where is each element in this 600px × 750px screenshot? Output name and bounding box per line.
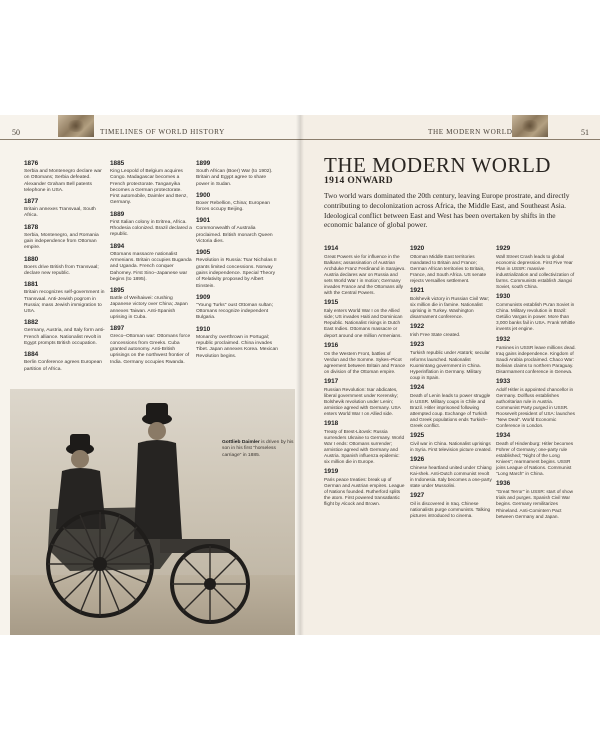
entry-text: Death of Lenin leads to power struggle in USSR. Military coups in Chile and Brazil. Hitler imprisoned following attempted coup. Exchange of Turkish and Greek populations ends Turkish–Greek conflict.	[410, 392, 491, 428]
timeline-entry	[496, 432, 578, 477]
entry-year: 1926	[410, 456, 425, 464]
header-photo-thumbnail	[58, 115, 94, 137]
timeline-entry	[110, 211, 192, 239]
entry-text: Civil war in China. Nationalist uprisings in Syria. First television picture created.	[410, 440, 492, 453]
timeline-entry	[410, 341, 492, 380]
timeline-entry	[496, 480, 578, 519]
timeline-column-2	[410, 245, 492, 522]
timeline-entry	[324, 245, 406, 296]
timeline-column-1	[24, 160, 106, 377]
timeline-entry	[110, 325, 192, 365]
entry-year: 1909	[196, 293, 211, 301]
entry-year: 1917	[324, 377, 339, 385]
chapter-title: THE MODERN WORLD	[324, 153, 551, 177]
chapter-intro: Two world wars dominated the 20th century, leaving Europe prostrate, and directly contributing to decolonization across Africa, the Middle East, and Southeast Asia. Ideological conflict between East and West has been overtaken by shifts in the economic balance of global power.	[324, 191, 570, 230]
timeline-entry	[24, 281, 106, 315]
entry-year: 1927	[410, 492, 425, 500]
entry-text: Greco–Ottoman war: Ottomans force concessions from Greeks. Cuba granted autonomy. Anti-British uprisings on the northwest frontier of India. Germany occupies Rwanda.	[110, 334, 191, 365]
photo-caption	[222, 440, 294, 459]
entry-text: Russian Revolution: tsar abdicates, liberal government under Kerensky; Bolshevik revolution under Lenin; armistice agreed with Germany. USA enters World War I on Allied side.	[324, 386, 401, 416]
entry-year: 1900	[196, 191, 211, 199]
timeline-entry	[110, 287, 192, 321]
timeline-entry	[324, 342, 406, 375]
chapter-subtitle: 1914 ONWARD	[324, 176, 394, 186]
entry-text: Germany, Austria, and Italy form anti-French alliance. Nationalist revolt in Egypt prompts British occupation.	[24, 328, 105, 347]
entry-year: 1929	[496, 245, 511, 252]
timeline-entry	[196, 326, 278, 360]
entry-year: 1932	[496, 335, 511, 343]
timeline-entry	[410, 432, 492, 453]
timeline-entry	[496, 378, 578, 429]
timeline-entry	[24, 198, 106, 220]
entry-text: Oil is discovered in Iraq. Chinese nationalists purge communists. Talking pictures introduced to cinema.	[410, 501, 491, 519]
timeline-entry	[410, 456, 492, 489]
timeline-entry	[196, 249, 278, 289]
timeline-entry	[410, 245, 492, 284]
left-running-title: TIMELINES OF WORLD HISTORY	[100, 128, 225, 136]
timeline-entry	[196, 217, 278, 245]
entry-text: Turkish republic under Atatürk; secular reforms launched. Nationalist Kuomintang government in China. Hyperinflation in Germany. Military coup in Spain.	[410, 350, 490, 380]
timeline-column-1	[324, 245, 406, 511]
entry-text: Italy enters World War I on the Allied side; US invades Haiti and Dominican Republic. Nationalist risings in Dutch East Indies. Ottomans massacre or deport around one million Armenians.	[324, 308, 403, 338]
header-rule	[300, 139, 600, 140]
entry-year: 1933	[496, 377, 511, 385]
right-page	[300, 115, 600, 635]
entry-year: 1901	[196, 217, 211, 225]
timeline-entry	[496, 245, 578, 290]
entry-year: 1882	[24, 319, 39, 327]
entry-text: Commonwealth of Australia proclaimed. British monarch Queen Victoria dies.	[196, 226, 273, 245]
entry-year: 1923	[410, 341, 425, 349]
header-rule	[0, 139, 300, 140]
entry-text: "Young Turks" oust Ottoman sultan; Ottomans recognize independent Bulgaria.	[196, 302, 273, 321]
timeline-entry	[324, 420, 406, 465]
entry-year: 1905	[196, 249, 211, 257]
entry-text: Communists establish Pu'an Soviet in China. Military revolution in Brazil: Getúlio Vargas in power. More than 3,000 banks fail in USA. Frank Whittle invents jet engine.	[496, 302, 575, 332]
entry-text: Adolf Hitler is appointed chancellor in Germany. Dollfuss establishes authoritarian rule in Austria. Communist Party purged in USSR. Roosevelt president of USA: launches "New Deal". World Economic Conference in London.	[496, 386, 575, 429]
entry-text: Battle of Weihaiwei: crushing Japanese victory over China; Japan annexes Taiwan. Anti-Spanish uprising in Cuba.	[110, 296, 188, 321]
left-page-number: 50	[12, 128, 20, 137]
entry-text: "Great Terror" in USSR: start of show trials and purges. Spanish Civil War begins. Germany remilitarizes Rhineland. Anti-Comintern Pact between Germany and Japan.	[496, 489, 573, 519]
timeline-entry	[110, 160, 192, 207]
page-gutter	[296, 115, 304, 635]
timeline-entry	[496, 293, 578, 332]
entry-text: Ottomans massacre nationalist Armenians. Britain occupies Buganda and Uganda. French conquer Dahomey. First Sino–Japanese war begins (to 1895).	[110, 251, 192, 282]
entry-year: 1922	[410, 323, 425, 331]
header-photo-thumbnail	[512, 115, 548, 137]
timeline-entry	[324, 378, 406, 417]
entry-year: 1880	[24, 255, 39, 263]
right-page-number: 51	[581, 128, 589, 137]
carriage-illustration	[10, 389, 295, 635]
entry-text: Berlin Conference agrees European partition of Africa.	[24, 360, 103, 372]
timeline-entry	[324, 299, 406, 338]
entry-year: 1897	[110, 325, 125, 333]
entry-text: Irish Free State created.	[410, 332, 461, 338]
timeline-entry	[496, 336, 578, 375]
entry-text: Ottoman Middle East territories mandated to Britain and France; German African territories to Britain, France, and South Africa. US senate rejects Versailles settlement.	[410, 254, 487, 284]
entry-text: Boxer Rebellion, China; European forces occupy Beijing.	[196, 200, 270, 213]
entry-text: Chinese heartland united under Chiang Kai-shek. Anti-Dutch communist revolt in Indonesia. Italy becomes a one-party state under Mussolini.	[410, 465, 492, 489]
entry-text: Boers drive British from Transvaal; declare new republic.	[24, 264, 99, 276]
timeline-column-3	[496, 245, 578, 523]
timeline-entry	[24, 319, 106, 347]
timeline-entry	[24, 351, 106, 373]
entry-text: Bolshevik victory in Russian Civil War; six million die in famine. Nationalist uprising in Turkey. Washington disarmament conference.	[410, 296, 490, 320]
entry-text: Serbia and Montenegro declare war on Ottomans; Serbia defeated. Alexander Graham Bell patents telephone in USA.	[24, 169, 102, 193]
timeline-entry	[196, 192, 278, 214]
left-page-header	[0, 115, 300, 141]
entry-year: 1894	[110, 242, 125, 250]
entry-text: First Italian colony in Eritrea, Africa. Rhodesia colonized. Brazil declared a republic.	[110, 219, 192, 238]
entry-year: 1884	[24, 351, 39, 359]
entry-year: 1936	[496, 480, 511, 488]
timeline-entry	[24, 224, 106, 252]
entry-year: 1916	[324, 341, 339, 349]
entry-year: 1876	[24, 160, 39, 167]
timeline-entry	[324, 468, 406, 507]
entry-text: Famines in USSR leave millions dead. Iraq gains independence. Kingdom of Saudi Arabia proclaimed. Chaco War: Bolivian claims to northern Paraguay. Disarmament conference in Geneva.	[496, 344, 576, 374]
entry-year: 1889	[110, 210, 125, 218]
timeline-entry	[24, 256, 106, 278]
entry-text: Britain annexes Transvaal, South Africa.	[24, 207, 96, 219]
timeline-entry	[410, 323, 492, 338]
daimler-carriage-photo	[10, 389, 295, 635]
entry-year: 1878	[24, 223, 39, 231]
entry-year: 1921	[410, 287, 425, 295]
right-page-header	[300, 115, 600, 141]
entry-text: On the Western Front, battles of Verdun and the Somme. Sykes–Picot agreement between Britain and France on division of the Ottoman empire.	[324, 350, 406, 374]
entry-text: Britain recognizes self-government in Transvaal. Anti-Jewish pogrom in Russia; mass Jewish immigration to USA.	[24, 290, 105, 315]
entry-year: 1915	[324, 299, 339, 307]
entry-year: 1918	[324, 419, 339, 427]
entry-year: 1914	[324, 245, 339, 252]
entry-text: Death of Hindenburg: Hitler becomes Führer of Germany; one-party rule established; "Night of the Long Knives"; rearmament begins. USSR joins League of Nations. Communist "Long March" in China.	[496, 441, 574, 477]
entry-year: 1895	[110, 287, 125, 295]
caption-text: is driven by his son in his first "horseless carriage" in 1885.	[222, 440, 294, 458]
entry-year: 1925	[410, 431, 425, 439]
timeline-entry	[410, 492, 492, 519]
entry-text: Great Powers vie for influence in the Balkans; assassination of Austrian Archduke Franz Ferdinand in Sarajevo. Austria declares war on Russia and sets World War I in motion; Germany invades France and the Ottomans ally with the Central Powers.	[324, 254, 406, 296]
left-page	[0, 115, 300, 635]
entry-year: 1899	[196, 160, 211, 167]
entry-year: 1877	[24, 198, 39, 206]
timeline-entry	[196, 160, 278, 188]
book-spread	[0, 115, 600, 635]
entry-text: Wall Street Crash leads to global economic depression. First Five Year Plan in USSR: massive industrialization and collectivization of farms. Communists establish Jiangxi Soviet, south China.	[496, 254, 575, 290]
entry-year: 1934	[496, 432, 511, 440]
timeline-entry	[410, 287, 492, 320]
timeline-entry	[196, 294, 278, 322]
entry-year: 1924	[410, 383, 425, 391]
entry-text: Serbia, Montenegro, and Romania gain independence from Ottoman empire.	[24, 232, 99, 251]
entry-year: 1920	[410, 245, 425, 252]
timeline-column-2	[110, 160, 192, 370]
entry-text: King Leopold of Belgium acquires Congo. Madagascar becomes a French protectorate. Tanganyika becomes a German protectorate. First automobile, Daimler and Benz, Germany.	[110, 169, 188, 206]
right-running-title: THE MODERN WORLD	[428, 128, 513, 136]
entry-year: 1919	[324, 468, 339, 476]
entry-text: Treaty of Brest-Litovsk: Russia surrenders Ukraine to Germany. World War I ends: Ottomans surrender; armistice agreed with Germany and Austria. Spanish influenza epidemic: six million die in Europe.	[324, 428, 405, 465]
timeline-column-3	[196, 160, 278, 364]
timeline-entry	[110, 243, 192, 283]
entry-year: 1930	[496, 293, 511, 301]
entry-year: 1885	[110, 160, 125, 167]
timeline-entry	[24, 160, 106, 194]
timeline-entry	[410, 384, 492, 429]
entry-year: 1910	[196, 325, 211, 333]
caption-subject: Gottlieb Daimler	[222, 440, 260, 445]
entry-text: South African (Boer) War (to 1902). Britain and Egypt agree to share power in Sudan.	[196, 169, 273, 187]
entry-text: Paris peace treaties: break up of German and Austrian empires. League of Nations founded. Rutherford splits the atom. First powered transatlantic flight by Alcock and Brown.	[324, 477, 405, 507]
entry-text: Monarchy overthrown in Portugal; republic proclaimed. China invades Tibet. Japan annexes Korea. Mexican Revolution begins.	[196, 334, 278, 359]
entry-text: Revolution in Russia: Tsar Nicholas II grants limited concessions. Norway gains independence. Special Theory of Relativity proposed by Albert Einstein.	[196, 258, 277, 289]
entry-year: 1881	[24, 281, 39, 289]
